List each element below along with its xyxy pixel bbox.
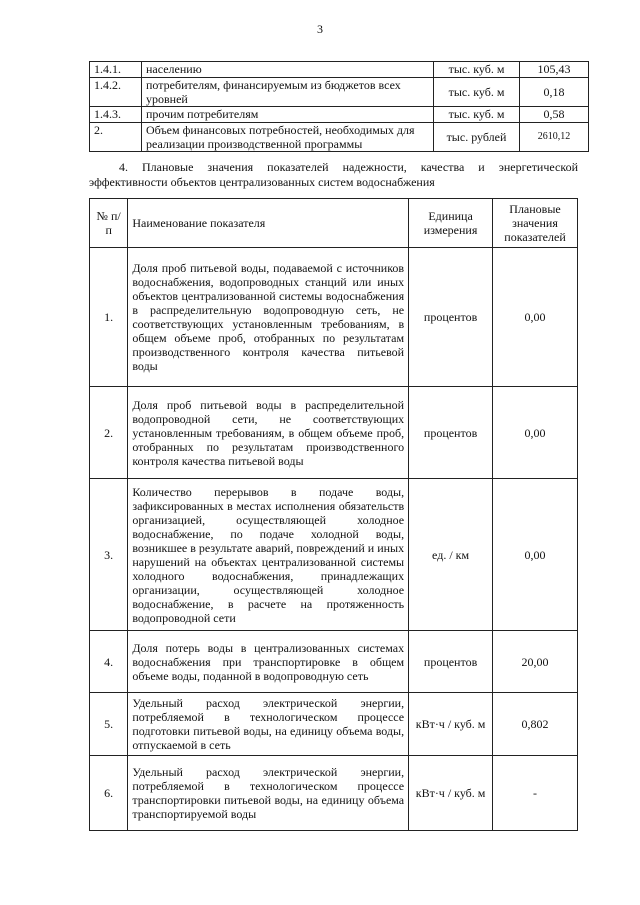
row-unit: тыс. куб. м bbox=[434, 78, 520, 107]
row-unit: ед. / км bbox=[409, 479, 493, 631]
row-name: Удельный расход электрической энергии, потребляемой в технологическом процессе подготовки питьевой воды, на единицу объема воды, отпускаемой в сеть bbox=[128, 693, 409, 756]
row-name: Доля потерь воды в централизованных системах водоснабжения при транспортировке в общем объеме воды, поданной в водопроводную сеть bbox=[128, 631, 409, 693]
row-name: Удельный расход электрической энергии, потребляемой в технологическом процессе транспортировки питьевой воды, на единицу объема транспортируемой воды bbox=[128, 756, 409, 831]
table-row bbox=[90, 756, 578, 831]
row-unit: процентов bbox=[409, 631, 493, 693]
row-name: потребителям, финансируемым из бюджетов всех уровней bbox=[142, 78, 434, 107]
header-name: Наименование показателя bbox=[128, 199, 409, 248]
section-heading: 4. Плановые значения показателей надежности, качества и энергетической эффективности объектов централизованных систем водоснабжения bbox=[89, 160, 578, 189]
row-value: 105,43 bbox=[520, 62, 589, 78]
header-unit: Единица измерения bbox=[409, 199, 493, 248]
row-value: 0,18 bbox=[520, 78, 589, 107]
row-value: 0,00 bbox=[493, 387, 578, 479]
row-number: 2. bbox=[90, 123, 142, 152]
table-row bbox=[90, 78, 589, 107]
row-name: Количество перерывов в подаче воды, зафиксированных в местах исполнения обязательств организацией, осуществляющей холодное водоснабжение, по подаче холодной воды, возникшее в результате аварий, повреждений и иных нарушений на объектах централизованной системы холодного водоснабжения, принадлежащих организации, осуществляющей холодное водоснабжение, в расчете на протяженность водопроводной сети bbox=[128, 479, 409, 631]
row-number: 5. bbox=[90, 693, 128, 756]
table-row bbox=[90, 479, 578, 631]
row-unit: тыс. рублей bbox=[434, 123, 520, 152]
row-name: населению bbox=[142, 62, 434, 78]
table-row bbox=[90, 107, 589, 123]
row-number: 1. bbox=[90, 248, 128, 387]
row-number: 6. bbox=[90, 756, 128, 831]
top-table bbox=[89, 61, 589, 152]
row-number: 3. bbox=[90, 479, 128, 631]
table-row bbox=[90, 248, 578, 387]
row-number: 1.4.3. bbox=[90, 107, 142, 123]
table-row bbox=[90, 123, 589, 152]
row-value: 2610,12 bbox=[520, 123, 589, 152]
row-value: 0,802 bbox=[493, 693, 578, 756]
row-value: - bbox=[493, 756, 578, 831]
row-unit: тыс. куб. м bbox=[434, 107, 520, 123]
row-name: прочим потребителям bbox=[142, 107, 434, 123]
table-row bbox=[90, 387, 578, 479]
row-value: 20,00 bbox=[493, 631, 578, 693]
row-name: Доля проб питьевой воды в распределительной водопроводной сети, не соответствующих установленным требованиям, в общем объеме проб, отобранных по результатам производственного контроля качества питьевой воды bbox=[128, 387, 409, 479]
row-value: 0,00 bbox=[493, 479, 578, 631]
row-value: 0,58 bbox=[520, 107, 589, 123]
table-row bbox=[90, 62, 589, 78]
header-value: Плановые значения показателей bbox=[493, 199, 578, 248]
row-name: Объем финансовых потребностей, необходимых для реализации производственной программы bbox=[142, 123, 434, 152]
table-row bbox=[90, 693, 578, 756]
row-number: 1.4.1. bbox=[90, 62, 142, 78]
table-row bbox=[90, 631, 578, 693]
row-unit: кВт·ч / куб. м bbox=[409, 693, 493, 756]
row-unit: кВт·ч / куб. м bbox=[409, 756, 493, 831]
row-name: Доля проб питьевой воды, подаваемой с источников водоснабжения, водопроводных станций или иных объектов централизованной системы водоснабжения в распределительную водопроводную сеть, не соответствующих установленным требованиям, в общем объеме проб, отобранных по результатам производственного контроля качества питьевой воды bbox=[128, 248, 409, 387]
row-number: 2. bbox=[90, 387, 128, 479]
row-number: 1.4.2. bbox=[90, 78, 142, 107]
header-num: № п/п bbox=[90, 199, 128, 248]
row-unit: процентов bbox=[409, 248, 493, 387]
row-unit: процентов bbox=[409, 387, 493, 479]
row-value: 0,00 bbox=[493, 248, 578, 387]
page-number: 3 bbox=[317, 22, 323, 36]
row-unit: тыс. куб. м bbox=[434, 62, 520, 78]
indicators-table bbox=[89, 198, 578, 831]
table-header-row bbox=[90, 199, 578, 248]
row-number: 4. bbox=[90, 631, 128, 693]
